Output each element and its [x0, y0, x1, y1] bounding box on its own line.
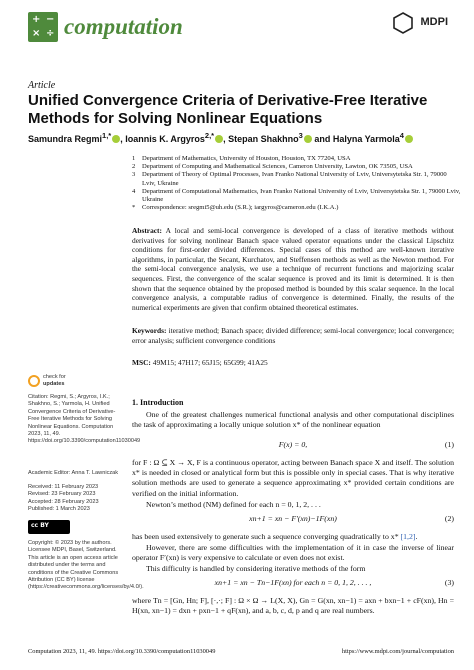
- reference-link[interactable]: [1,2]: [400, 532, 416, 541]
- keywords: [132, 326, 454, 345]
- copyright-notice: Copyright: © 2023 by the authors. Licensee MDPI, Basel, Switzerland. This article is an open access article distributed under the terms and conditions of the Creative Commons Attribution (CC BY) license (https://creativecommons.org/licenses/by/4.0/).: [28, 540, 144, 591]
- journal-name[interactable]: computation: [64, 14, 183, 39]
- mdpi-logo-icon: [392, 12, 414, 34]
- check-updates-icon: [28, 375, 40, 387]
- affiliation-item: 3 Department of Theory of Optimal Processes, Ivan Franko National University of Lviv, Universytetska Str. 1, 79000 Lviv, Ukraine: [132, 171, 447, 187]
- publisher-name[interactable]: MDPI: [420, 16, 448, 28]
- orcid-icon[interactable]: [405, 135, 413, 143]
- section-heading: 1. Introduction: [132, 398, 184, 407]
- journal-logo-icon: + − × ÷: [28, 12, 58, 42]
- author-name[interactable]: Stepan Shakhno: [228, 134, 299, 144]
- footer-journal-link[interactable]: https://www.mdpi.com/journal/computation: [341, 648, 454, 655]
- author-separator: ,: [223, 134, 229, 144]
- footer-citation[interactable]: Computation 2023, 11, 49. https://doi.org/10.3390/computation11030049: [28, 648, 216, 655]
- body-paragraph: However, there are some difficulties with the implementation of it in case the inverse of linear operator F′(xn) is very expensive to calculate or even does not exist.: [132, 543, 454, 563]
- author-name[interactable]: Halyna Yarmola: [332, 134, 400, 144]
- check-for-updates-button[interactable]: check for updates: [28, 374, 88, 390]
- equation-1: F(x) = 0, (1): [278, 440, 454, 449]
- msc-text: 49M15; 47H17; 65J15; 65G99; 41A25: [152, 358, 268, 367]
- citation: Citation: Regmi, S.; Argyros, I.K.; Shakhno, S.; Yarmola, H. Unified Convergence Criteria of Derivative-Free Iterative Methods for Solving Nonlinear Equations. Computation 2023, 11, 49. https://doi.org/10.3390/computation11030049: [28, 394, 141, 445]
- academic-editor: Academic Editor: Anna T. Lawniczak: [28, 470, 119, 476]
- author-affil-sup: 2,*: [204, 131, 215, 140]
- publication-dates: Received: 11 February 2023 Revised: 23 February 2023 Accepted: 28 February 2023 Published: 1 March 2023: [28, 484, 99, 513]
- affiliation-item: 4 Department of Computational Mathematics, Ivan Franko National University of Lviv, Universytetska Str. 1, 79000 Lviv, Ukraine: [132, 187, 461, 204]
- body-paragraph: for F : Ω ⊆ X → X, F is a continuous operator, acting between Banach space X and itself. The solution x* is needed in closed or analytical form but this is possible only in special cases. That is why iterative solution methods are used to generate a sequence approximating x* provided certain conditions are verified on the initial information.: [132, 458, 454, 498]
- affiliation-item: 2 Department of Computing and Mathematical Sciences, Cameron University, Lawton, OK 73505, USA: [132, 163, 413, 171]
- body-paragraph: This difficulty is handled by considering iterative methods of the form: [146, 564, 366, 573]
- author-separator: ,: [120, 134, 126, 144]
- orcid-icon[interactable]: [215, 135, 223, 143]
- msc-label: MSC:: [132, 358, 151, 367]
- body-paragraph: has been used extensively to generate such a sequence converging quadratically to x* [1,2].: [132, 532, 418, 541]
- author-name[interactable]: Samundra Regmi: [28, 134, 103, 144]
- abstract-text: A local and semi-local convergence is developed of a class of iterative methods without derivatives for solving nonlinear Banach space valued operator equations under the classical Lipschitz conditions for first-order divided differences. Special cases of this method are well-known iterative algorithms, in particular, the Secant, Kurchatov, and Steffensen methods as well as the Newton method. For the semi-local convergence analysis, we use a technique of recurrent functions and majorizing scalar sequences. First, the convergence of the scalar sequence is proved and its limit is determined. It is then shown that the sequence obtained by the proposed method is bounded by this scalar sequence. In the local convergence analysis, a computable radius of convergence is determined. Finally, the results of the numerical experiments are given that confirm obtained theoretical estimates.: [132, 226, 454, 312]
- equation-2: xn+1 = xn − F′(xn)−1F(xn) (2): [249, 514, 454, 523]
- abstract-label: Abstract:: [132, 226, 162, 235]
- body-paragraph: where Tn = [Gn, Hn; F], [·,·; F] : Ω × Ω → L(X, X), Gn = G(xn, xn−1) = axn + bxn−1 + cF(xn), Hn = H(xn, xn−1) = dxn + pxn−1 + qF(xn), and a, b, c, d, p and q are real numbers.: [132, 596, 454, 616]
- author-list: [28, 131, 458, 144]
- keywords-label: Keywords:: [132, 326, 167, 335]
- correspondence[interactable]: * Correspondence: sregmi5@uh.edu (S.R.); iargyros@cameron.edu (I.K.A.): [132, 204, 339, 212]
- body-paragraph: One of the greatest challenges numerical functional analysis and other computational disciplines the task of approximating a locally unique solution x* of the nonlinear equation: [132, 410, 454, 430]
- author-affil-sup: 1,*: [102, 131, 112, 140]
- paper-title: Unified Convergence Criteria of Derivative-Free Iterative Methods for Solving Nonlinear Equations: [28, 92, 428, 127]
- abstract: [132, 226, 454, 312]
- cc-by-license-icon[interactable]: cc BY: [28, 520, 70, 534]
- author-affil-sup: 3: [298, 131, 303, 140]
- author-separator: and: [311, 134, 333, 144]
- affiliation-item: 1 Department of Mathematics, University of Houston, Houston, TX 77204, USA: [132, 155, 351, 162]
- affiliation-list: [132, 155, 462, 212]
- author-affil-sup: 4: [399, 131, 404, 140]
- body-paragraph: Newton’s method (NM) defined for each n = 0, 1, 2, . . .: [146, 500, 321, 509]
- author-name[interactable]: Ioannis K. Argyros: [125, 134, 205, 144]
- article-type: Article: [28, 80, 56, 91]
- equation-3: xn+1 = xn − Tn−1F(xn) for each n = 0, 1, 2, . . . , (3): [214, 578, 454, 587]
- orcid-icon[interactable]: [304, 135, 312, 143]
- keywords-text: iterative method; Banach space; divided difference; semi-local convergence; local convergence; error analysis; sufficient convergence conditions: [132, 326, 454, 345]
- journal-header: [28, 10, 448, 50]
- msc-codes: [132, 358, 454, 367]
